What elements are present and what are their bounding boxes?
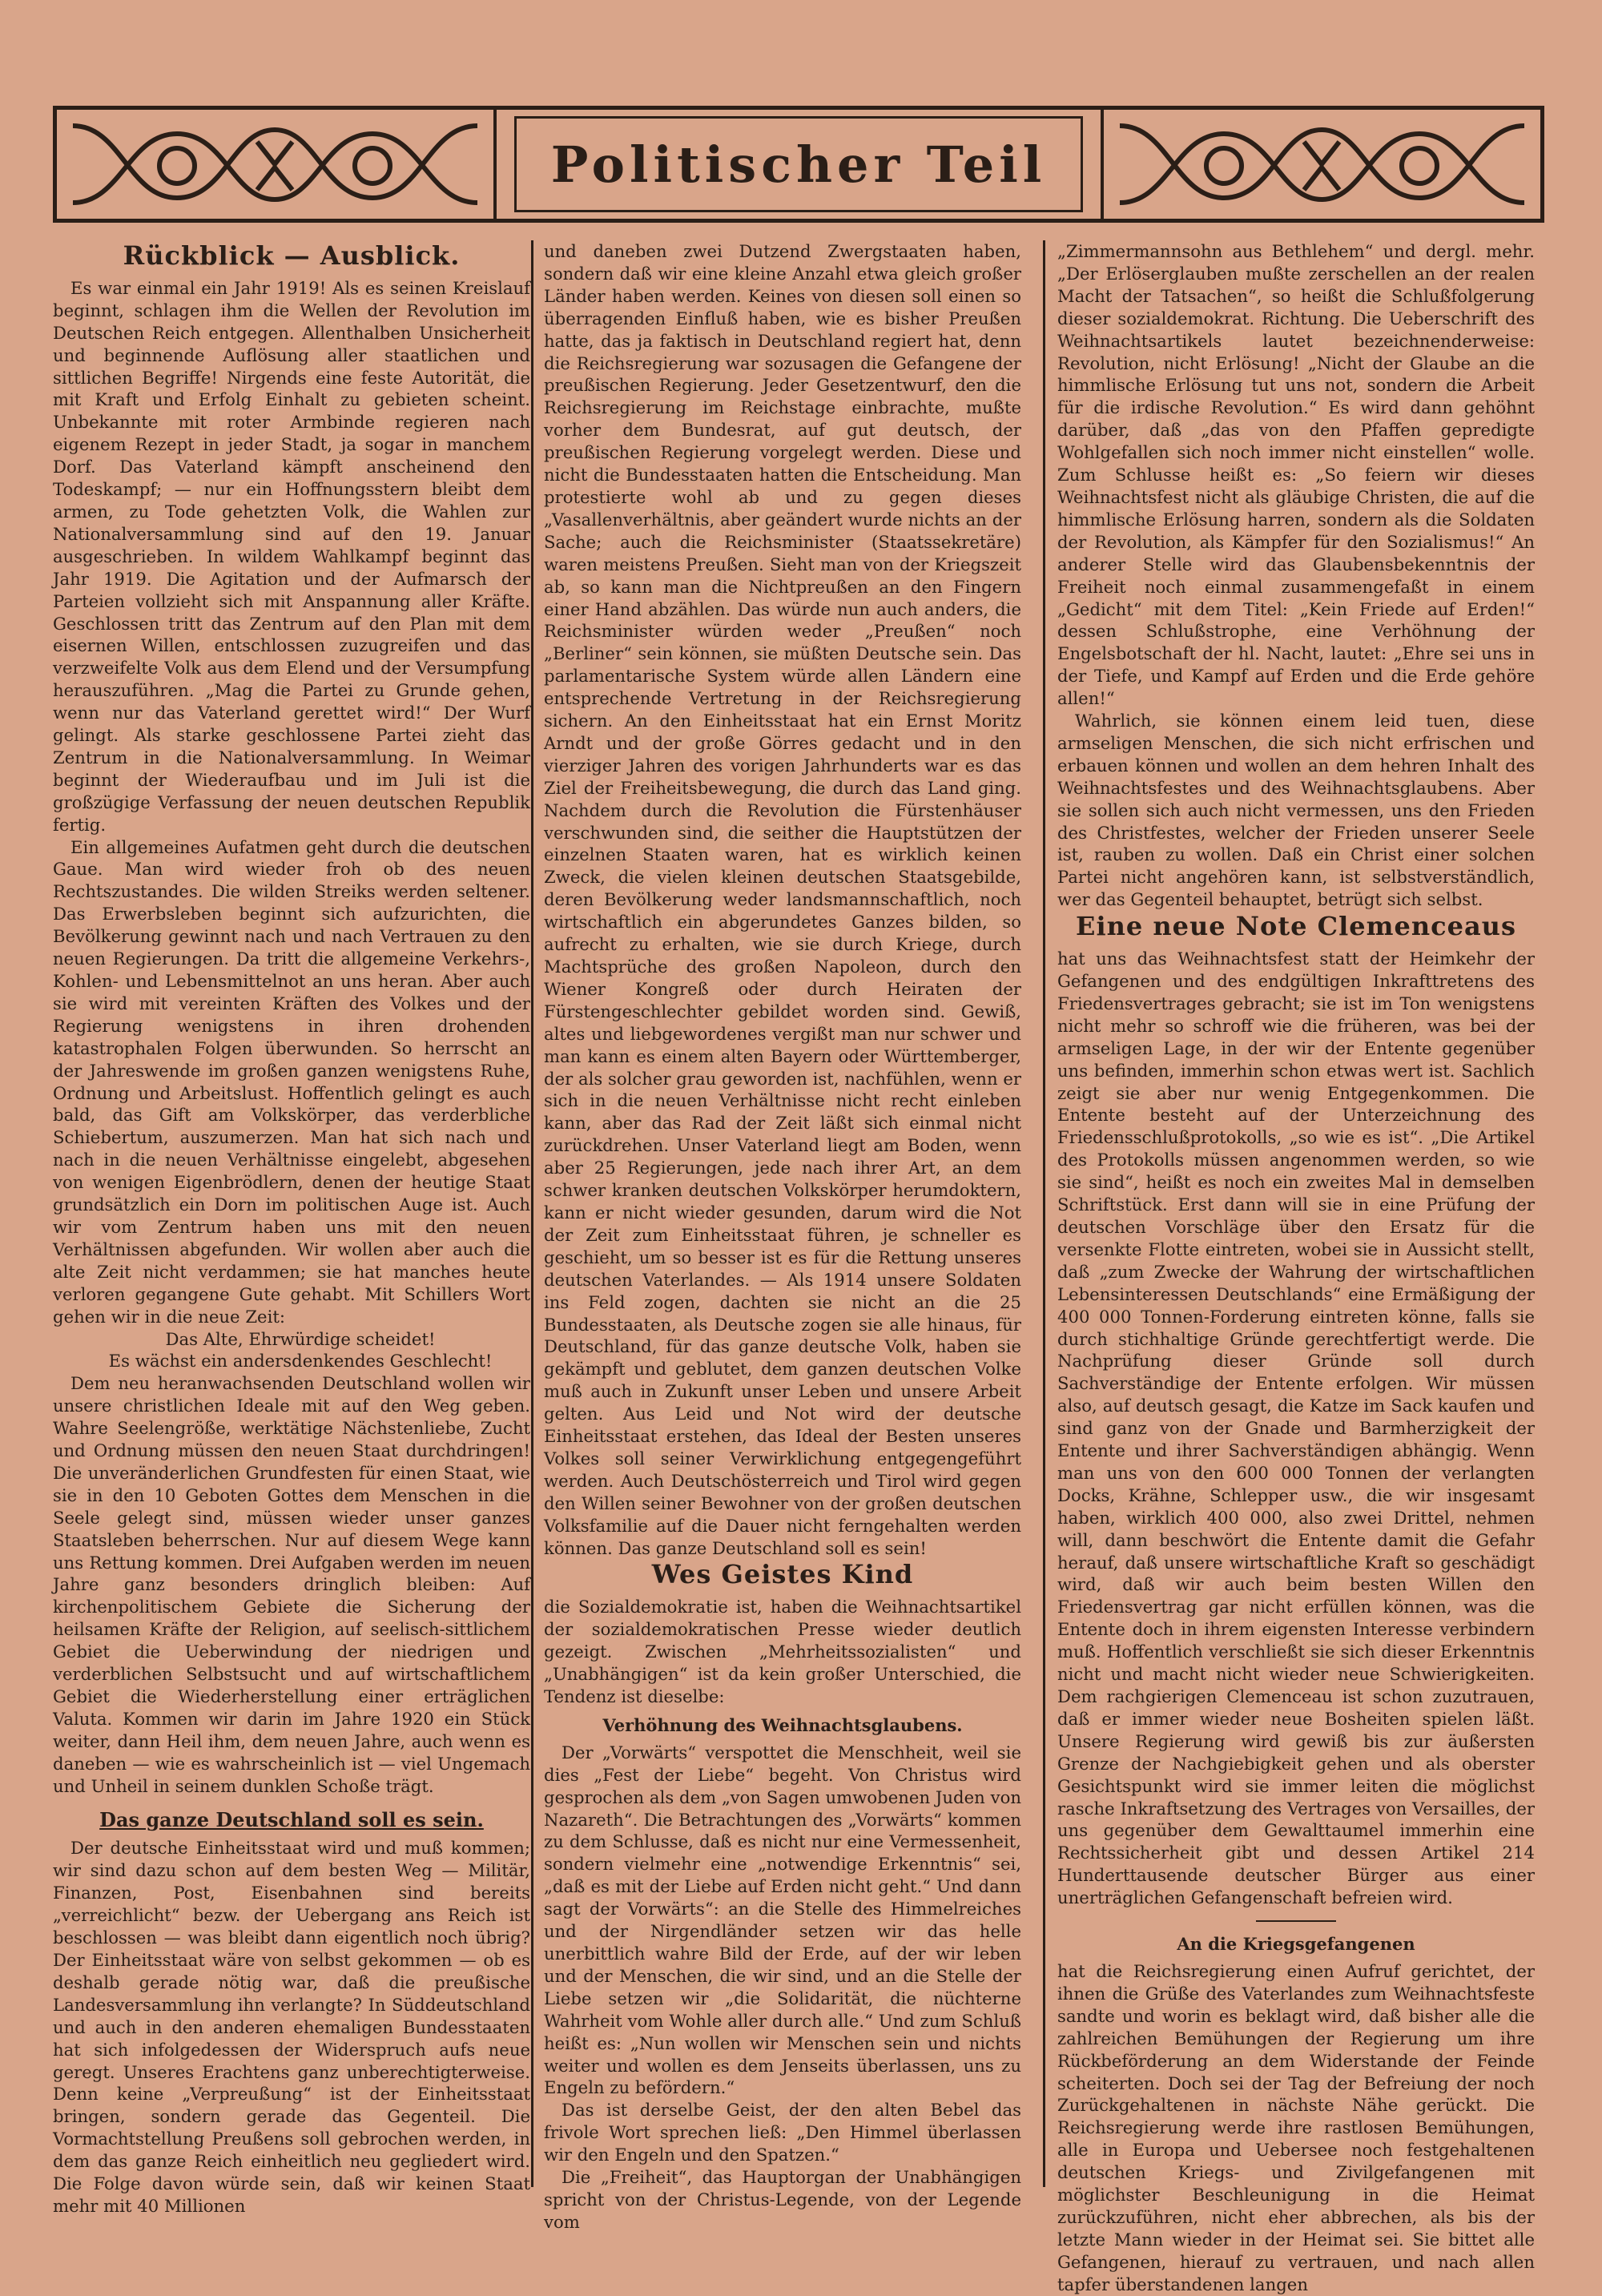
article-paragraph: Der deutsche Einheitsstaat wird und muß kommen; wir sind dazu schon auf dem besten Weg — Militär, Finanzen, Post, Eisenbahnen sind bereits „verreichlicht“ bezw. der Uebergang ans Reich ist beschlossen — was bleibt dann eigentlich noch übrig? Der Einheitsstaat wäre von selbst gekommen — ob es deshalb gerade nötig war, daß die preußische Landesversammlung ihn verlangte? In Süddeutschland und auch in den anderen ehemaligen Bundesstaaten hat sich infolgedessen der Widerspruch aufs neue geregt. Unseres Erachtens ganz unberechtigterweise. Denn keine „Verpreußung“ ist der Einheitsstaat bringen, sondern gerade das Gegenteil. Die Vormachtstellung Preußens soll gebrochen werden, in dem das ganze Reich einheitlich neu gegliedert wird. Die Folge davon würde sein, daß wir keinen Staat mehr mit 40 Millionen bbox=[53, 1838, 530, 2216]
article-paragraph: Wahrlich, sie können einem leid tuen, diese armseligen Menschen, die sich nicht erfrischen und erbauen können und wollen an dem hehren Inhalt des Weihnachtsfestes und des Weihnachtsglaubens. Aber sie sollen sich auch nicht vermessen, uns den Frieden des Christfestes, welcher der Frieden unserer Seele ist, rauben zu wollen. Daß ein Christ einer solchen Partei nicht angehören kann, ist selbstverständlich, wer das Gegenteil behauptet, betrügt sich selbst. bbox=[1057, 711, 1535, 910]
article-headline: Das ganze Deutschland soll es sein. bbox=[99, 1807, 484, 1831]
article-paragraph: Der „Vorwärts“ verspottet die Menschheit, weil sie dies „Fest der Liebe“ begeht. Von Christus wird gesprochen als dem „von Sagen umwobenen Juden von Nazareth“. Die Betrachtungen des „Vorwärts“ kommen zu dem Schlusse, daß es nicht nur eine Vermessenheit, sondern vielmehr eine „notwendige Erkenntnis“ sei, „daß es mit der Liebe auf Erden nicht geht.“ Und dann sagt der Vorwärts“: an die Stelle des Himmelreiches und der Nirgendländer setzen wir das helle unerbittlich wahre Bild der Erde, auf der wir leben und der Menschen, die wir sind, und an die Stelle der Liebe setzen wir „die Solidarität, die nüchterne Wahrheit vom Wohle aller durch alle.“ Und zum Schluß heißt es: „Nun wollen wir Menschen sein und nichts weiter und wollen es dem Jenseits überlassen, uns zu Engeln zu befördern.“ bbox=[544, 1742, 1021, 2098]
article-headline: Eine neue Note Clemenceaus bbox=[1076, 911, 1516, 942]
subheading: Verhöhnung des Weihnachtsglaubens. bbox=[602, 1714, 963, 1735]
article-paragraph: Dem neu heranwachsenden Deutschland wollen wir unsere christlichen Ideale mit auf den Weg geben. Wahre Seelengröße, werktätige Nächstenliebe, Zucht und Ordnung müssen den neuen Staat durchdringen! Die unveränderlichen Grundfesten für einen Staat, wie sie in den 10 Geboten Gottes dem Menschen in die Seele gelegt sind, müssen wieder unser ganzes Staatsleben beherrschen. Nur auf diesem Wege kann uns Rettung kommen. Drei Aufgaben werden im neuen Jahre ganz besonders dringlich bleiben: Auf kirchenpolitischem Gebiete die Sicherung der heilsamen Kräfte der Religion, auf seelisch-sittlichem Gebiet die Ueberwindung der niedrigen und verderblichen Selbstsucht und auf wirtschaftlichem Gebiet die Wiederherstellung einer erträglichen Valuta. Kommen wir darin im Jahre 1920 ein Stück weiter, dann Heil ihm, dem neuen Jahre, auch wenn es daneben — wie es wahrscheinlich ist — viel Ungemach und Unheil in seinem dunklen Schoße trägt. bbox=[53, 1373, 530, 1796]
column-3 bbox=[1057, 240, 1535, 2294]
article-paragraph: Das ist derselbe Geist, der den alten Bebel das frivole Wort sprechen ließ: „Den Himmel überlassen wir den Engeln und den Spatzen.“ bbox=[544, 2100, 1021, 2165]
article-paragraph: und daneben zwei Dutzend Zwergstaaten haben, sondern daß wir eine kleine Anzahl etwa gleich großer Länder haben werden. Keines von diesen soll einen so überragenden Einfluß haben, wie es bisher Preußen hatte, das ja faktisch in Deutschland regiert hat, denn die Reichsregierung war sozusagen die Gefangene der preußischen Regierung. Jeder Gesetzentwurf, den die Reichsregierung im Reichstage einbrachte, mußte vorher dem Bundesrat, auf gut deutsch, der preußischen Regierung vorgelegt werden. Diese und nicht die Bundesstaaten hatten die Entscheidung. Man protestierte wohl ab und zu gegen dieses „Vasallenverhältnis, aber geändert wurde nichts an der Sache; auch die Reichsminister (Staatssekretäre) waren meistens Preußen. Sieht man von der Kriegszeit ab, so kann man die Nichtpreußen an den Fingern einer Hand abzählen. Das würde nun auch anders, die Reichsminister würden weder „Preußen“ noch „Berliner“ sein können, sie müßten Deutsche sein. Das parlamentarische System würde allen Ländern eine entsprechende Vertretung in der Reichsregierung sichern. An den Einheitsstaat hat ein Ernst Moritz Arndt und der große Görres gedacht und in den vierziger Jahren des vorigen Jahrhunderts war es das Ziel der Freiheitsbewegung, die durch das Land ging. Nachdem durch die Revolution die Fürstenhäuser verschwunden sind, die seither die Hauptstützen der einzelnen Staaten waren, hat es wirklich keinen Zweck, die vielen kleinen deutschen Staatsgebilde, deren Bevölkerung weder landsmannschaftlich, noch wirtschaftlich ein abgerundetes Ganzes bilden, so aufrecht zu erhalten, wie sie durch Kriege, durch Machtsprüche des großen Napoleon, durch den Wiener Kongreß oder durch Heiraten der Fürstengeschlechter gebildet worden sind. Gewiß, altes und liebgewordenes vergißt man nur schwer und man kann es einem alten Bayern oder Württemberger, der als solcher grau geworden ist, nachfühlen, wenn er sich in die neuen Verhältnisse nicht recht einleben kann, aber das Rad der Zeit läßt sich einmal nicht zurückdrehen. Unser Vaterland liegt am Boden, wenn aber 25 Regierungen, jede nach ihrer Art, an dem schwer kranken deutschen Volkskörper herumdoktern, kann er nicht wieder gesunden, darum wird die Not der Zeit zum Einheitsstaat führen, je schneller es geschieht, um so besser ist es für die Rettung unseres deutschen Vaterlandes. — Als 1914 unsere Soldaten ins Feld zogen, dachten sie nicht an die 25 Bundesstaaten, als Deutsche zogen sie alle hinaus, für Deutschland, für das ganze deutsche Volk, haben sie gekämpft und geblutet, dem ganzen deutschen Volke muß auch in Zukunft unser Leben und unsere Arbeit gelten. Aus Leid und Not wird der deutsche Einheitsstaat erstehen, das Ideal der Besten unseres Volkes soll seiner Verwirklichung entgegengeführt werden. Auch Deutschösterreich und Tirol wird gegen den Willen seiner Bewohner von der großen deutschen Volksfamilie auf die Dauer nicht ferngehalten werden können. Das ganze Deutschland soll es sein! bbox=[544, 241, 1021, 1558]
article-paragraph: Die „Freiheit“, das Hauptorgan der Unabhängigen spricht von der Christus-Legende, von der Legende vom bbox=[544, 2167, 1021, 2232]
article-paragraph: hat uns das Weihnachtsfest statt der Heimkehr der Gefangenen und des endgültigen Inkrafttretens des Friedensvertrages gebracht; sie ist im Ton wenigstens nicht mehr so schroff wie die früheren, was bei der armseligen Lage, in der wir der Entente gegenüber uns befinden, immerhin schon etwas wert ist. Sachlich zeigt sie aber nur wenig Entgegenkommen. Die Entente besteht auf der Unterzeichnung des Friedensschlußprotokolls, „so wie es ist“. „Die Artikel des Protokolls müssen angenommen werden, so wie sie sind“, heißt es noch ein zweites Mal in demselben Schriftstück. Erst dann will sie in eine Prüfung der deutschen Vorschläge über den Ersatz für die versenkte Flotte eintreten, wobei sie in Aussicht stellt, daß „zum Zwecke der Wahrung der wirtschaftlichen Lebensinteressen Deutschlands“ eine Ermäßigung der 400 000 Tonnen-Forderung eintreten könne, falls sie durch stichhaltige Gründe gerechtfertigt werde. Die Nachprüfung dieser Gründe soll durch Sachverständige der Entente erfolgen. Wir müssen also, auf deutsch gesagt, die Katze im Sack kaufen und sind ganz von der Gnade und Barmherzigkeit der Entente und ihrer Sachverständigen abhängig. Wenn man uns von den 600 000 Tonnen der verlangten Docks, Krähne, Schlepper usw., die wir insgesamt haben, wirklich 400 000, also zwei Drittel, nehmen will, dann beschwört die Entente damit die Gefahr herauf, daß unsere wirtschaftliche Kraft so geschädigt wird, daß wir auch beim besten Willen den Friedensvertrag gar nicht erfüllen können, was die Entente doch in ihrem eigensten Interesse verbindern muß. Hoffentlich verschließt sie sich dieser Erkenntnis nicht und macht nicht wieder neue Schwierigkeiten. Dem rachgierigen Clemenceau ist schon zuzutrauen, daß er immer wieder neue Bosheiten spielen läßt. Unsere Regierung wird gewiß bis zur äußersten Grenze der Nachgiebigkeit gehen und als oberster Gesichtspunkt wird sie immer leiten die möglichst rasche Inkraftsetzung des Vertrages von Versailles, der uns gegenüber dem Gewalttaumel immerhin eine Rechtssicherheit gibt und dessen Artikel 214 Hunderttausende deutscher Bürger aus einer unerträglichen Gefangenschaft befreien wird. bbox=[1057, 949, 1535, 1908]
left-ornament bbox=[57, 110, 497, 219]
article-headline: Rückblick — Ausblick. bbox=[123, 240, 461, 271]
column-rule bbox=[1043, 240, 1045, 2187]
article-paragraph: hat die Reichsregierung einen Aufruf gerichtet, der ihnen die Grüße des Vaterlandes zum Weihnachtsfeste sandte und worin es beklagt wird, daß bisher alle die zahlreichen Bemühungen der Regierung um ihre Rückbeförderung an dem Widerstande der Feinde scheiterten. Doch sei der Tag der Befreiung der noch Zurückgehaltenen in nächste Nähe gerückt. Die Reichsregierung werde ihre rastlosen Bemühungen, alle in Europa und Uebersee noch festgehaltenen deutschen Kriegs- und Zivilgefangenen mit möglichster Beschleunigung in die Heimat zurückzuführen, nicht eher abbrechen, als bis der letzte Mann wieder in der Heimat sei. Sie bittet alle Gefangenen, hierauf zu vertrauen, und nach allen tapfer überstandenen langen bbox=[1057, 1960, 1535, 2294]
article-paragraph: „Zimmermannsohn aus Bethlehem“ und dergl. mehr. „Der Erlöserglauben mußte zerschellen an der realen Macht der Tatsachen“, so heißt die Schlußfolgerung dieser sozialdemokrat. Richtung. Die Ueberschrift des Weihnachtsartikels lautet bezeichnenderweise: Revolution, nicht Erlösung! „Nicht der Glaube an die himmlische Erlösung tut uns not, sondern die Arbeit für die irdische Revolution.“ Es wird dann gehöhnt darüber, daß „das von den Pfaffen gepredigte Wohlgefallen sich noch immer nicht einstellen“ wolle. Zum Schlusse heißt es: „So feiern wir dieses Weihnachtsfest nicht als gläubige Christen, die auf die himmlische Erlösung harren, sondern als die Soldaten der Revolution, als Kämpfer für den Sozialismus!“ An anderer Stelle wird das Glaubensbekenntnis der Freiheit noch einmal zusammengefaßt in einem „Gedicht“ mit dem Titel: „Kein Friede auf Erden!“ dessen Schlußstrophe, eine Verhöhnung der Engelsbotschaft der hl. Nacht, lautet: „Ehre sei uns in der Tiefe, und Kampf auf Erden und die Erde gehöre allen!“ bbox=[1057, 241, 1535, 709]
section-banner bbox=[53, 106, 1544, 223]
divider bbox=[1256, 1920, 1336, 1922]
article-paragraph: die Sozialdemokratie ist, haben die Weihnachtsartikel der sozialdemokratischen Presse wieder deutlich gezeigt. Zwischen „Mehrheitssozialisten“ und „Unabhängigen“ ist da kein großer Unterschied, die Tendenz ist dieselbe: bbox=[544, 1597, 1021, 1706]
quote-line: Es wächst ein andersdenkendes Geschlecht! bbox=[108, 1351, 493, 1372]
column-2 bbox=[544, 240, 1021, 2232]
column-1 bbox=[53, 240, 530, 2216]
article-headline: Wes Geistes Kind bbox=[651, 1559, 914, 1590]
article-paragraph: Ein allgemeines Aufatmen geht durch die deutschen Gaue. Man wird wieder froh ob des neuen Rechtszustandes. Die wilden Streiks werden seltener. Das Erwerbsleben beginnt sich aufzurichten, die Bevölkerung gewinnt nach und nach Vertrauen zu den neuen Regierungen. Da tritt die allgemeine Verkehrs-, Kohlen- und Lebensmittelnot an uns heran. Aber auch sie wird mit vereinten Kräften des Volkes und der Regierung wenigstens in ihren drohenden katastrophalen Folgen überwunden. So herrscht an der Jahreswende im großen ganzen wenigstens Ruhe, Ordnung und Arbeitslust. Hoffentlich gelingt es auch bald, das Gift am Volkskörper, das verderbliche Schiebertum, auszumerzen. Man hat sich nach und nach in die neuen Verhältnisse eingelebt, abgesehen von wenigen Eigenbrödlern, denen der heutige Staat grundsätzlich ein Dorn im politischen Auge ist. Auch wir vom Zentrum haben uns mit den neuen Verhältnissen abgefunden. Wir wollen aber auch die alte Zeit nicht verdammen; sie hat manches heute verloren gegangene Gute gehabt. Mit Schillers Wort gehen wir in die neue Zeit: bbox=[53, 836, 530, 1327]
article-headline: An die Kriegsgefangenen bbox=[1177, 1934, 1415, 1955]
article-paragraph: Es war einmal ein Jahr 1919! Als es seinen Kreislauf beginnt, schlagen ihm die Wellen der Revolution im Deutschen Reich entgegen. Allenthalben Unsicherheit und beginnende Auflösung aller staatlichen und sittlichen Begriffe! Nirgends eine feste Autorität, die mit Kraft und Erfolg Einhalt zu gebieten scheint. Unbekannte mit roter Armbinde regieren nach eigenem Rezept in jeder Stadt, ja sogar in manchem Dorf. Das Vaterland kämpft anscheinend den Todeskampf; — nur ein Hoffnungsstern bleibt dem armen, zu Tode gehetzten Volk, die Wahlen zur Nationalversammlung sind auf den 19. Januar ausgeschrieben. In wildem Wahlkampf beginnt das Jahr 1919. Die Agitation und der Aufmarsch der Parteien vollzieht sich mit Anspannung aller Kräfte. Geschlossen tritt das Zentrum auf den Plan mit dem eisernen Willen, entschlossen zuzugreifen und das verzweifelte Volk aus dem Elend und der Versumpfung herauszuführen. „Mag die Partei zu Grunde gehen, wenn nur das Vaterland gerettet wird!“ Der Wurf gelingt. Als starke geschlossene Partei zieht das Zentrum in die Nationalversammlung. In Weimar beginnt der Wiederaufbau und im Juli ist die großzügige Verfassung der neuen deutschen Republik fertig. bbox=[53, 277, 530, 835]
quote-line: Das Alte, Ehrwürdige scheidet! bbox=[165, 1328, 436, 1349]
column-rule bbox=[531, 240, 533, 2187]
section-title: Politischer Teil bbox=[514, 116, 1083, 212]
right-ornament bbox=[1101, 110, 1540, 219]
